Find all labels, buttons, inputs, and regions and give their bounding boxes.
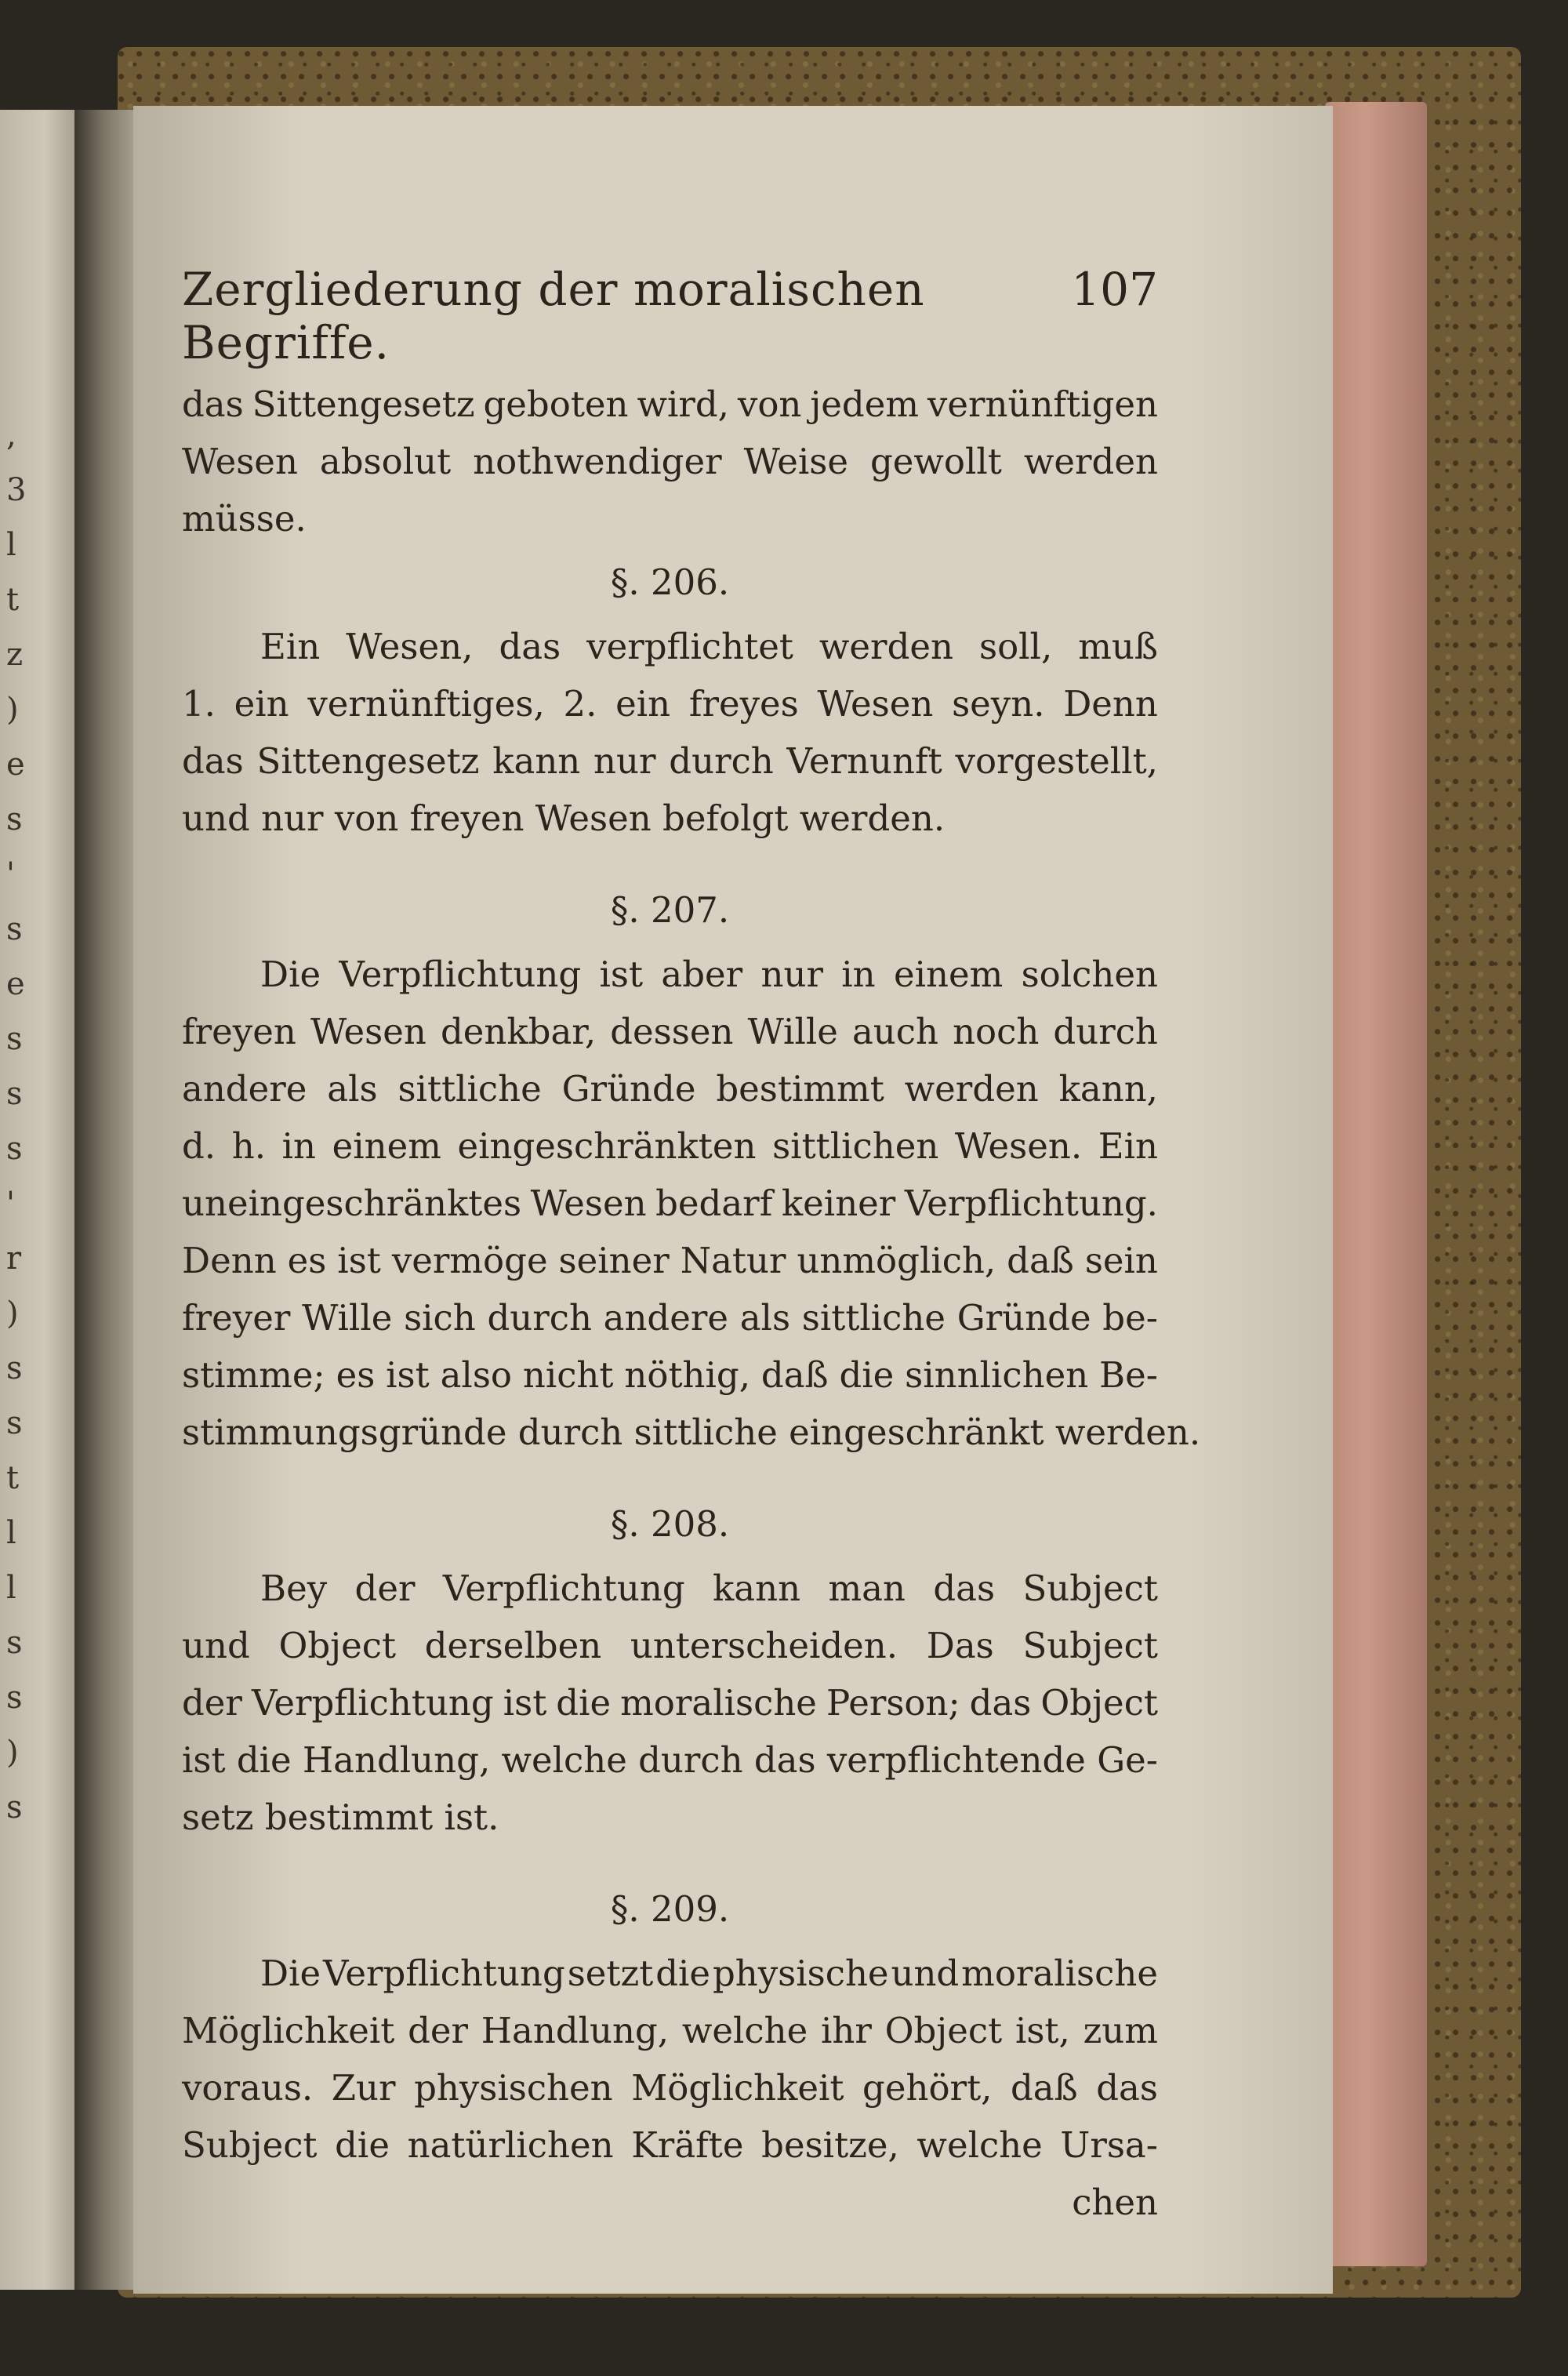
word: also (440, 1354, 512, 1396)
word: Denn (182, 1240, 277, 1281)
text-line (182, 1003, 1158, 1060)
word: Verpflichtung (323, 1953, 565, 1994)
word: einem (332, 1125, 441, 1167)
text-line (182, 376, 1158, 433)
left-fragment: t (6, 1460, 20, 1496)
left-fragment: s (6, 911, 23, 947)
word: Ein (260, 626, 321, 667)
word: verpflichtende (826, 1739, 1086, 1781)
word: vorgestellt, (955, 740, 1158, 782)
word: Wesen. (954, 1125, 1083, 1167)
word: Wesen (310, 1011, 426, 1052)
word: gehört, (862, 2067, 993, 2109)
word: be- (1102, 1297, 1158, 1339)
word: jedem (810, 383, 920, 425)
left-fragment: ' (6, 1186, 15, 1222)
word: das (182, 383, 244, 425)
text-line (182, 1175, 1158, 1232)
word: Handlung, (302, 1739, 491, 1781)
left-fragment: r (6, 1241, 22, 1277)
word: sittliche (801, 1297, 946, 1339)
word: Natur (680, 1240, 786, 1281)
word: der (408, 2010, 469, 2051)
text-line (182, 618, 1158, 675)
word: Weise (743, 441, 848, 482)
word: zum (1083, 2010, 1158, 2051)
text-line (182, 2116, 1158, 2174)
word: nothwendiger (473, 441, 722, 482)
word: sinnlichen (905, 1354, 1089, 1396)
word: unterscheiden. (630, 1625, 898, 1666)
left-fragment: ) (6, 1735, 19, 1771)
word: keiner (781, 1183, 896, 1224)
word: freyen (182, 1011, 296, 1052)
word: der (354, 1568, 416, 1609)
word: einem (893, 954, 1004, 995)
left-fragment: s (6, 1405, 23, 1441)
section (182, 1874, 1158, 2174)
word: h. (231, 1125, 267, 1167)
word: nur (593, 740, 656, 782)
word: Wesen (182, 441, 298, 482)
word: welche (681, 2010, 808, 2051)
word: durch (638, 1739, 743, 1781)
word: nöthig, (624, 1354, 751, 1396)
left-fragment: e (6, 747, 25, 783)
word: moralische (961, 1953, 1158, 1994)
word: nicht (522, 1354, 614, 1396)
word: daß (1011, 2067, 1078, 2109)
left-fragment: ) (6, 1295, 19, 1332)
word: welche (501, 1739, 627, 1781)
word: ist, (1014, 2010, 1070, 2051)
section (182, 875, 1201, 1461)
word: welche (916, 2124, 1043, 2166)
text-line: müsse. (182, 498, 307, 540)
text-line (182, 1232, 1158, 1289)
word: durch (487, 1297, 592, 1339)
word: vernünftigen (927, 383, 1158, 425)
left-fragment: ) (6, 692, 19, 728)
word: ist (386, 1354, 430, 1396)
word: 2. (563, 683, 597, 725)
word: soll, (978, 626, 1053, 667)
word: sittliche (397, 1068, 542, 1110)
word: 1. (182, 683, 216, 725)
word: freyes (688, 683, 799, 725)
word: kann (713, 1568, 801, 1609)
word: kann, (1058, 1068, 1158, 1110)
left-fragment: ' (6, 856, 15, 892)
word: absolut (319, 441, 452, 482)
text-line: setz bestimmt ist. (182, 1797, 499, 1838)
text-line (182, 675, 1158, 732)
word: Ge- (1097, 1739, 1158, 1781)
catchword: chen (1072, 2182, 1158, 2223)
word: das (753, 1739, 816, 1781)
word: stimme; (182, 1354, 325, 1396)
word: ist (503, 1682, 547, 1724)
word: natürlichen (407, 2124, 614, 2166)
word: seyn. (952, 683, 1045, 725)
word: andere (603, 1297, 729, 1339)
word: Die (260, 954, 321, 995)
word: von (737, 383, 802, 425)
word: Sittengesetz (252, 383, 475, 425)
word: werden (904, 1068, 1039, 1110)
word: gewollt (869, 441, 1002, 482)
text-line (182, 1674, 1158, 1731)
word: wird, (637, 383, 729, 425)
word: werden (818, 626, 953, 667)
left-fragment: s (6, 1021, 23, 1057)
word: Denn (1063, 683, 1158, 725)
word: Bey (260, 1568, 328, 1609)
word: Object (278, 1625, 397, 1666)
text-line (182, 1617, 1158, 1674)
left-fragment: s (6, 1131, 23, 1167)
left-fragment: t (6, 582, 20, 618)
word: Wille (747, 1011, 838, 1052)
section (182, 547, 1158, 847)
word: die (335, 2124, 390, 2166)
word: Be- (1099, 1354, 1158, 1396)
left-fragment: s (6, 1625, 23, 1661)
word: das (182, 740, 244, 782)
page-edges (1325, 102, 1427, 2266)
word: ist (182, 1739, 226, 1781)
word: und (891, 1953, 960, 1994)
text-line (182, 1060, 1158, 1117)
word: Object (1040, 1682, 1158, 1724)
word: Subject (1022, 1625, 1158, 1666)
word: Kräfte (631, 2124, 744, 2166)
word: besitze, (761, 2124, 899, 2166)
word: ein (615, 683, 671, 725)
word: aber (661, 954, 743, 995)
word: und (182, 1625, 250, 1666)
word: bedarf (655, 1183, 773, 1224)
word: Object (884, 2010, 1003, 2051)
word: Verpflichtung (251, 1682, 494, 1724)
text-line (182, 1560, 1158, 1617)
word: die (556, 1682, 612, 1724)
word: in (281, 1125, 316, 1167)
text-line (182, 732, 1158, 790)
word: durch (1053, 1011, 1158, 1052)
word: sittlichen (772, 1125, 939, 1167)
word: als (739, 1297, 791, 1339)
page-number: 107 (1071, 263, 1158, 316)
left-fragment: s (6, 1789, 23, 1826)
word: Das (926, 1625, 994, 1666)
word: Person; (826, 1682, 960, 1724)
word: Handlung, (481, 2010, 670, 2051)
word: ist (337, 1240, 381, 1281)
text-line (182, 2059, 1158, 2116)
word: noch (953, 1011, 1040, 1052)
text-line: stimmungsgründe durch sittliche eingeschränkt werden. (182, 1411, 1201, 1453)
word: ihr (820, 2010, 872, 2051)
left-page-fragments (6, 408, 30, 1835)
section-heading: §. 209. (610, 1888, 730, 1930)
section-heading: §. 207. (610, 889, 730, 931)
text-line (182, 1346, 1158, 1404)
word: ein (234, 683, 289, 725)
word: setzt (567, 1953, 654, 1994)
word: es (336, 1354, 376, 1396)
word: d. (182, 1125, 216, 1167)
word: das (933, 1568, 996, 1609)
word: Wesen, (346, 626, 474, 667)
word: vernünftiges, (307, 683, 545, 725)
word: Subject (182, 2124, 318, 2166)
word: Wesen (530, 1183, 647, 1224)
word: kann (492, 740, 581, 782)
word: Ursa- (1060, 2124, 1158, 2166)
word: die (655, 1953, 711, 1994)
left-fragment: s (6, 801, 23, 837)
word: man (828, 1568, 906, 1609)
word: eingeschränkten (457, 1125, 757, 1167)
word: seiner (558, 1240, 670, 1281)
word: die (839, 1354, 895, 1396)
text-line (182, 1945, 1158, 2002)
left-fragment: , (6, 417, 16, 453)
word: moralische (620, 1682, 817, 1724)
text-line (182, 2002, 1158, 2059)
word: unmöglich, (797, 1240, 996, 1281)
word: geboten (483, 383, 629, 425)
word: uneingeschränktes (182, 1183, 522, 1224)
word: die (236, 1739, 292, 1781)
left-fragment: l (6, 1515, 16, 1551)
word: derselben (424, 1625, 602, 1666)
left-fragment: 3 (6, 472, 27, 508)
word: bestimmt (716, 1068, 884, 1110)
word: das (969, 1682, 1032, 1724)
word: verpflichtet (586, 626, 793, 667)
left-fragment: s (6, 1350, 23, 1386)
word: auch (851, 1011, 938, 1052)
word: dessen (610, 1011, 734, 1052)
word: Möglichkeit (631, 2067, 844, 2109)
page-text (182, 263, 1201, 2231)
word: Wille (302, 1297, 393, 1339)
running-header (182, 263, 1158, 369)
text-line (182, 433, 1158, 490)
word: das (1096, 2067, 1158, 2109)
left-fragment: s (6, 1076, 23, 1112)
word: in (841, 954, 876, 995)
left-fragment: z (6, 637, 24, 673)
word: voraus. (182, 2067, 314, 2109)
text-line (182, 1117, 1158, 1175)
left-fragment: l (6, 1570, 16, 1606)
left-fragment: s (6, 1680, 23, 1716)
word: andere (182, 1068, 307, 1110)
word: vermöge (391, 1240, 548, 1281)
word: Zur (331, 2067, 396, 2109)
word: Vernunft (786, 740, 942, 782)
running-title: Zergliederung der moralischen Begriffe. (182, 263, 925, 369)
section (182, 1489, 1158, 1846)
word: ist (599, 954, 644, 995)
word: denkbar, (440, 1011, 597, 1052)
word: Gründe (956, 1297, 1091, 1339)
text-line (182, 1289, 1158, 1346)
continuation-text (182, 376, 1158, 547)
word: es (287, 1240, 327, 1281)
word: sich (404, 1297, 476, 1339)
section-heading: §. 208. (610, 1503, 730, 1545)
word: Die (260, 1953, 321, 1994)
word: Wesen (817, 683, 934, 725)
word: Verpflichtung. (904, 1183, 1158, 1224)
word: muß (1078, 626, 1158, 667)
text-line (182, 946, 1158, 1003)
word: daß (1007, 1240, 1074, 1281)
word: Ein (1098, 1125, 1158, 1167)
word: daß (760, 1354, 829, 1396)
word: physische (712, 1953, 889, 1994)
word: das (499, 626, 561, 667)
word: durch (669, 740, 774, 782)
text-line (182, 1731, 1158, 1789)
word: solchen (1021, 954, 1158, 995)
text-line: und nur von freyen Wesen befolgt werden. (182, 797, 946, 839)
word: freyer (182, 1297, 291, 1339)
word: als (327, 1068, 378, 1110)
word: physischen (414, 2067, 613, 2109)
word: Möglichkeit (182, 2010, 395, 2051)
section-heading: §. 206. (610, 561, 730, 603)
left-fragment: e (6, 966, 25, 1002)
catchword-line (182, 2174, 1158, 2231)
word: sein (1084, 1240, 1158, 1281)
left-fragment: l (6, 527, 16, 563)
word: Sittengesetz (256, 740, 480, 782)
word: Verpflichtung (339, 954, 582, 995)
word: Verpflichtung (442, 1568, 685, 1609)
word: Gründe (561, 1068, 696, 1110)
word: Subject (1022, 1568, 1158, 1609)
word: werden (1023, 441, 1158, 482)
sections (182, 547, 1201, 2174)
word: nur (760, 954, 823, 995)
word: der (182, 1682, 242, 1724)
